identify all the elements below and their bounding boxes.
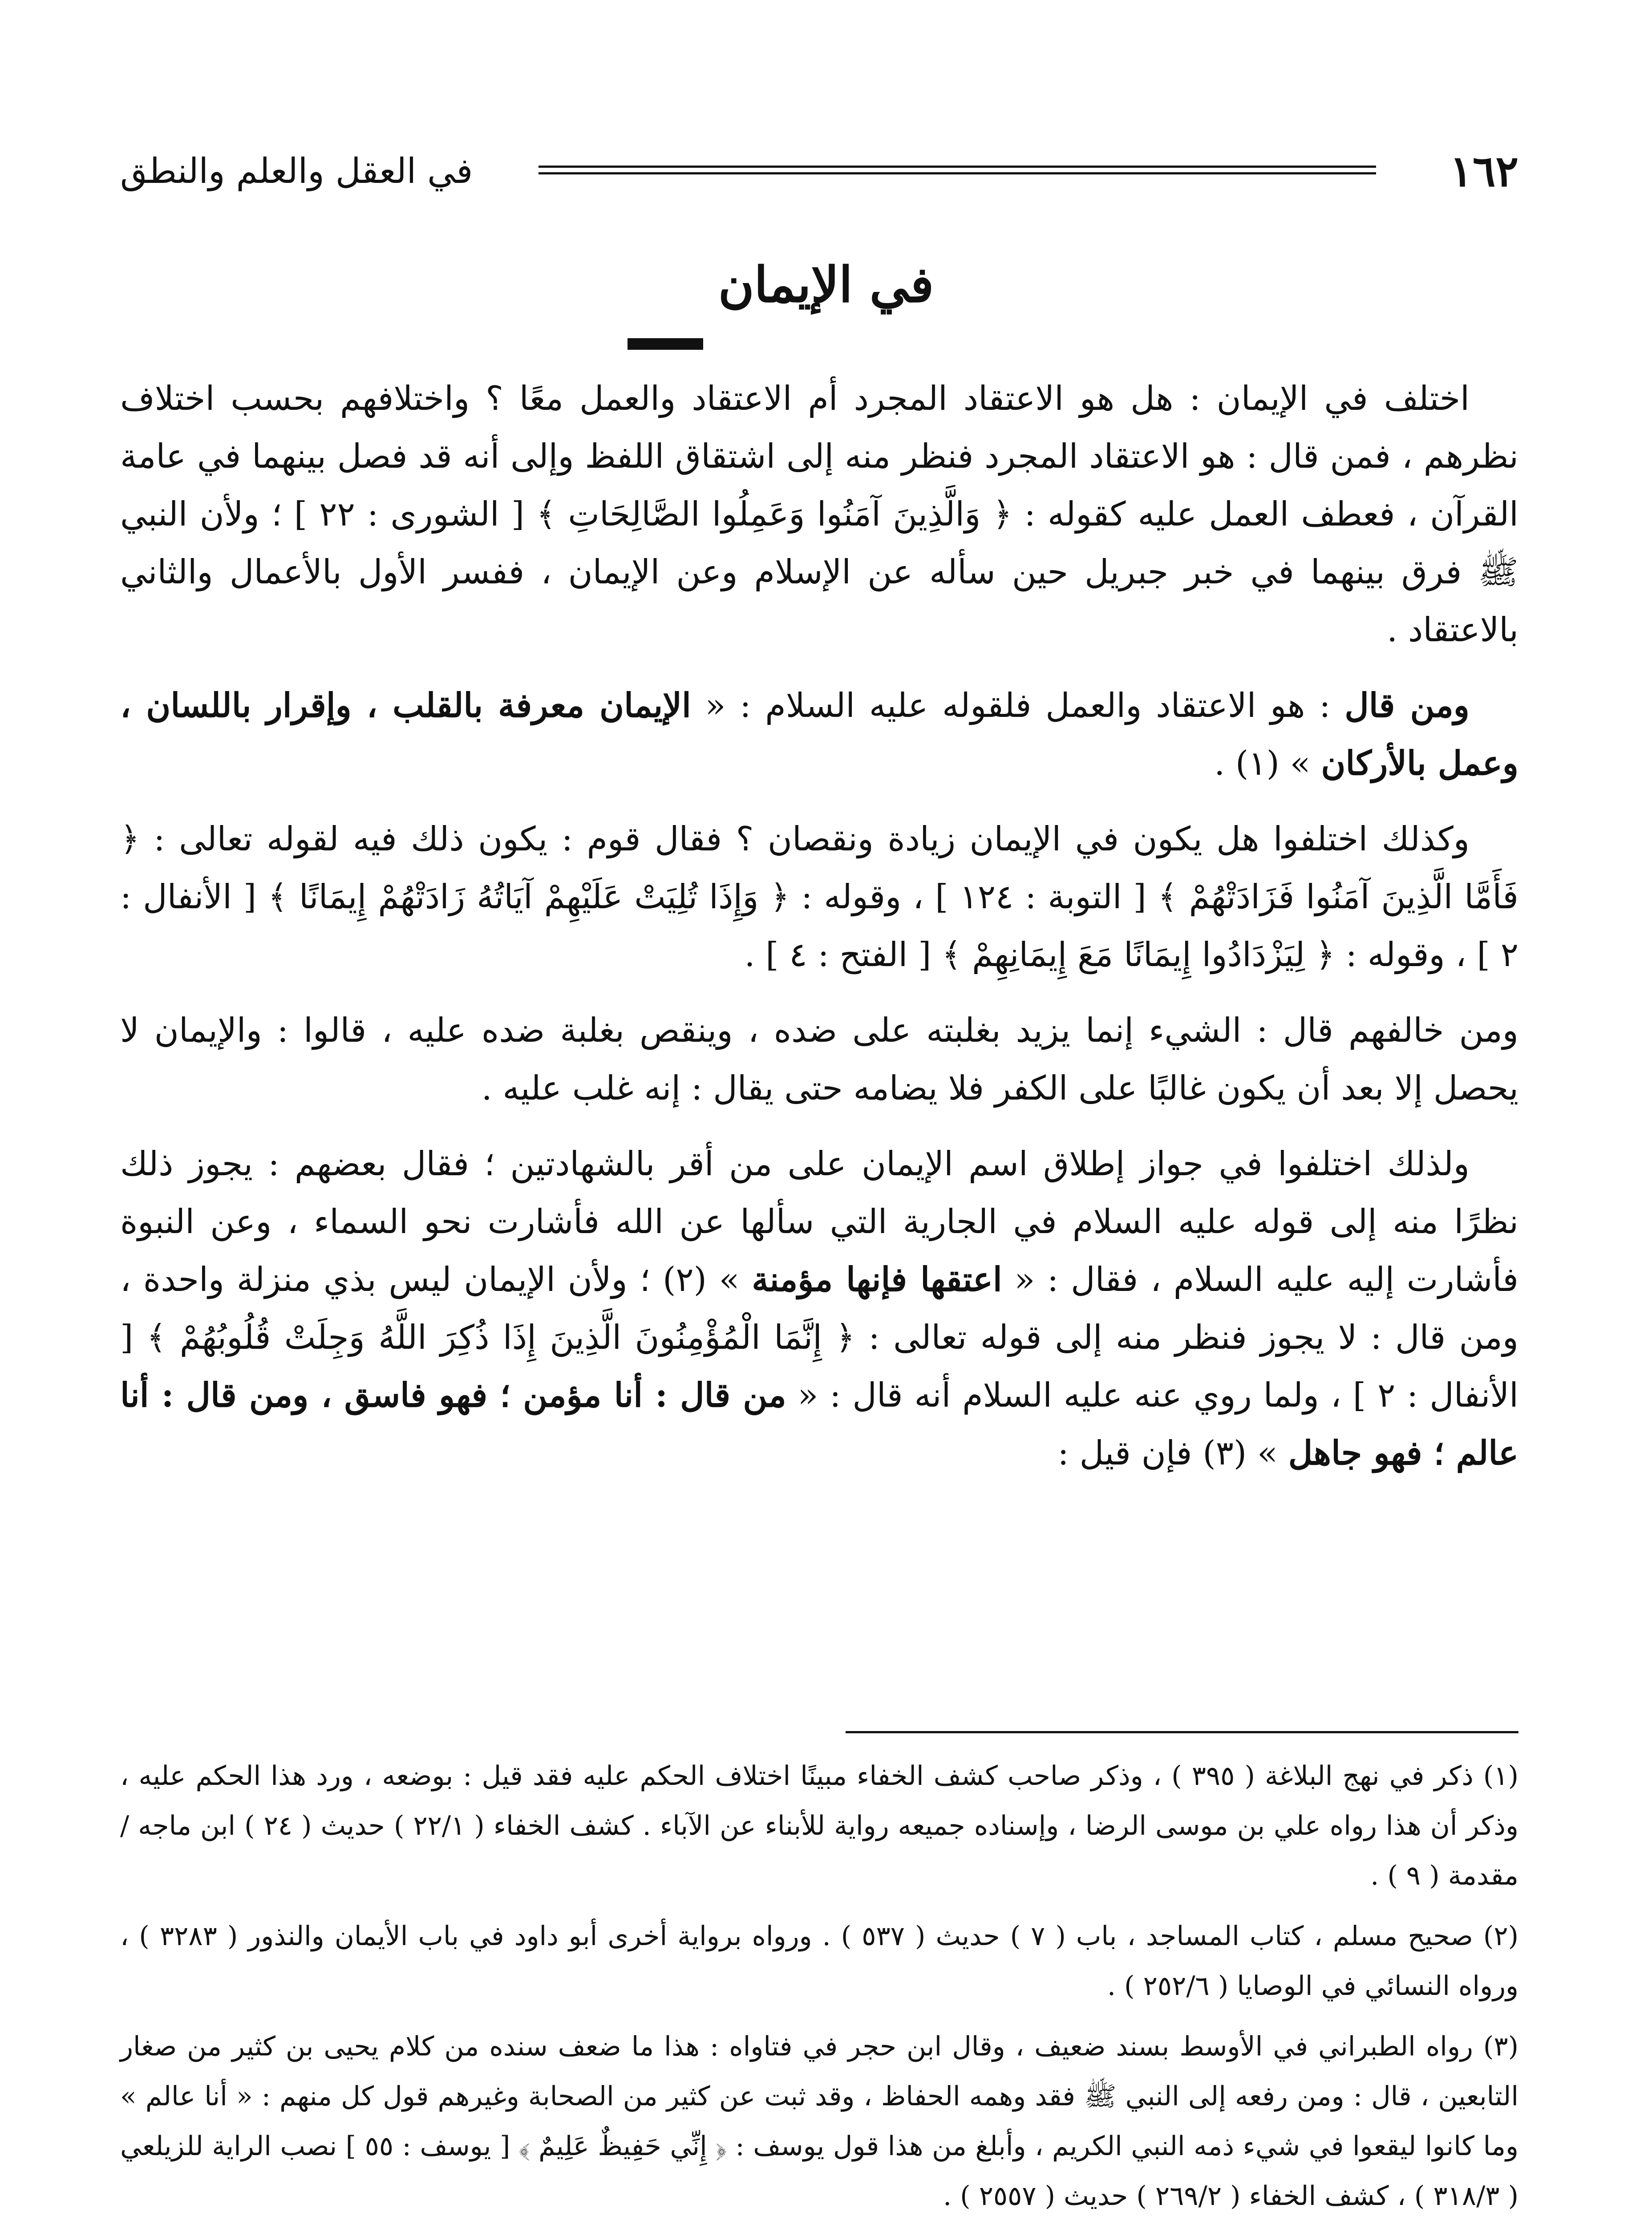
page-number: ١٦٢ <box>1450 146 1518 196</box>
header-double-rule <box>539 166 1376 174</box>
main-text <box>120 369 1518 1500</box>
running-head <box>120 134 1518 209</box>
hadith-quote-2: اعتقها فإنها مؤمنة <box>752 1260 1002 1299</box>
paragraph-5-c: » (٢) ؛ ولأن الإيمان ليس بذي منزلة واحدة ، ومن قال : لا يجوز فنظر منه إلى قوله تعالى : ﴿ إِنَّمَا الْمُؤْمِنُونَ الَّذِينَ إِذَا ذُكِرَ اللَّهُ وَجِلَتْ قُلُوبُهُمْ ﴾ [ الأنفال : ٢ ] ، ولما روي عنه عليه السلام أنه قال : « <box>120 1260 1519 1415</box>
paragraph-1: اختلف في الإيمان : هل هو الاعتقاد المجرد أم الاعتقاد والعمل معًا ؟ واختلافهم بحسب اختلاف نظرهم ، فمن قال : هو الاعتقاد المجرد فنظر منه إلى اشتقاق اللفظ وإلى أنه قد فصل بينهما في عامة القرآن ، فعطف العمل عليه كقوله : ﴿ وَالَّذِينَ آمَنُوا وَعَمِلُوا الصَّالِحَاتِ ﴾ [ الشورى : ٢٢ ] ؛ ولأن النبي ﷺ فرق بينهما في خبر جبريل حين سأله عن الإسلام وعن الإيمان ، ففسر الأول بالأعمال والثاني بالاعتقاد . <box>120 379 1519 649</box>
paragraph-2-lead: ومن قال <box>1344 686 1470 725</box>
title-underline-bar <box>628 338 703 350</box>
paragraph-5-a: ولذلك اختلفوا في جواز إطلاق اسم الإيمان على من أقر بالشهادتين ؛ فقال بعضهم : يجوز ذلك نظرًا منه إلى قوله عليه السلام في الجارية التي سألها عن الله فأشارت نحو السماء ، وعن النبوة فأشارت إليه عليه السلام ، فقال : « <box>120 1144 1518 1299</box>
section-title: في الإيمان <box>718 256 934 313</box>
paragraph-3: وكذلك اختلفوا هل يكون في الإيمان زيادة ونقصان ؟ فقال قوم : يكون ذلك فيه لقوله تعالى : ﴿ فَأَمَّا الَّذِينَ آمَنُوا فَزَادَتْهُمْ ﴾ [ التوبة : ١٢٤ ] ، وقوله : ﴿ وَإِذَا تُلِيَتْ عَلَيْهِمْ آيَاتُهُ زَادَتْهُمْ إِيمَانًا ﴾ [ الأنفال : ٢ ] ، وقوله : ﴿ لِيَزْدَادُوا إِيمَانًا مَعَ إِيمَانِهِمْ ﴾ [ الفتح : ٤ ] . <box>120 819 1519 974</box>
paragraph-2-end: » (١) . <box>1214 744 1321 783</box>
paragraph-2 <box>120 676 1518 792</box>
footnote-3: (٣) رواه الطبراني في الأوسط بسند ضعيف ، وقال ابن حجر في فتاواه : هذا ما ضعف سنده من كلام يحيى بن كثير من صغار التابعين ، قال : ومن رفعه إلى النبي ﷺ فقد وهمه الحفاظ ، وقد ثبت عن كثير من الصحابة وغيرهم قول كل منهم : « أنا عالم » وما كانوا ليقعوا في شيء ذمه النبي الكريم ، وأبلغ من هذا قول يوسف : ﴿ إِنِّي حَفِيظٌ عَلِيمٌ ﴾ [ يوسف : ٥٥ ] نصب الراية للزيلعي ( ٣١٨/٣ ) ، كشف الخفاء ( ٢٦٩/٢ ) حديث ( ٢٥٥٧ ) . <box>120 2031 1519 2212</box>
footnote-2: (٢) صحيح مسلم ، كتاب المساجد ، باب ( ٧ ) حديث ( ٥٣٧ ) . ورواه برواية أخرى أبو داود في باب الأيمان والنذور ( ٣٢٨٣ ) ، ورواه النسائي في الوصايا ( ٢٥٢/٦ ) . <box>120 1921 1518 2002</box>
footnote-1: (١) ذكر في نهج البلاغة ( ٣٩٥ ) ، وذكر صاحب كشف الخفاء مبينًا اختلاف الحكم عليه فقد قيل : بوضعه ، ورد هذا الحكم عليه ، وذكر أن هذا رواه علي بن موسى الرضا ، وإسناده جميعه رواية للأبناء عن الآباء . كشف الخفاء ( ٢٢/١ ) حديث ( ٢٤ ) ابن ماجه / مقدمة ( ٩ ) . <box>120 1760 1518 1891</box>
hadith-quote-1: الإيمان معرفة بالقلب ، وإقرار باللسان ، وعمل بالأركان <box>120 686 1518 783</box>
footnote-separator <box>846 1731 1518 1733</box>
paragraph-5-e: » (٣) فإن قيل : <box>1057 1433 1288 1473</box>
hadith-quote-3: من قال : أنا مؤمن ؛ فهو فاسق ، ومن قال : أنا عالم ؛ فهو جاهل <box>120 1375 1518 1473</box>
paragraph-5 <box>120 1135 1518 1482</box>
footnotes <box>120 1751 1518 2225</box>
paragraph-2-text: : هو الاعتقاد والعمل فلقوله عليه السلام : « <box>691 686 1345 725</box>
paragraph-4: ومن خالفهم قال : الشيء إنما يزيد بغلبته على ضده ، وينقص بغلبة ضده عليه ، قالوا : والإيمان لا يحصل إلا بعد أن يكون غالبًا على الكفر فلا يضامه حتى يقال : إنه غلب عليه . <box>120 1011 1518 1108</box>
running-title: في العقل والعلم والنطق <box>120 151 473 191</box>
